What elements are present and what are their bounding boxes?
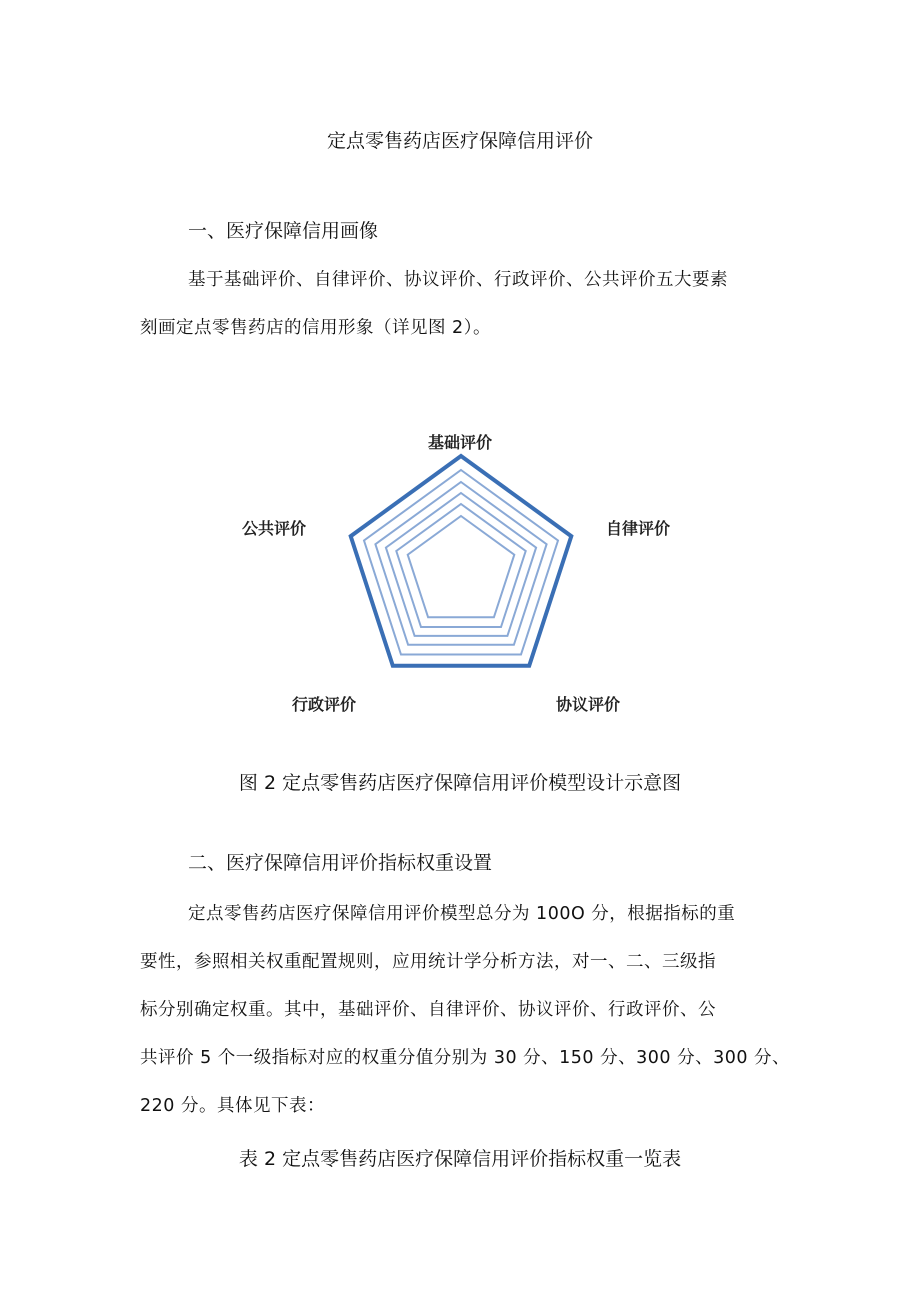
figure-label-agreement: 协议评价 <box>556 695 621 714</box>
section-2-heading: 二、医疗保障信用评价指标权重设置 <box>188 852 493 874</box>
figure-label-self-discipline: 自律评价 <box>606 519 671 538</box>
figure-label-administrative: 行政评价 <box>292 695 357 714</box>
figure-label-public: 公共评价 <box>242 519 307 538</box>
section-1-paragraph-line-1: 基于基础评价、自律评价、协议评价、行政评价、公共评价五大要素 <box>188 270 728 290</box>
pentagon-ring-5 <box>396 504 525 627</box>
section-2-paragraph-line-3: 标分别确定权重。其中，基础评价、自律评价、协议评价、行政评价、公 <box>140 1000 716 1020</box>
section-1-paragraph-line-2: 刻画定点零售药店的信用形象（详见图 2）。 <box>140 318 491 338</box>
section-1-heading: 一、医疗保障信用画像 <box>188 220 379 242</box>
pentagon-ring-1 <box>351 456 572 666</box>
section-2-paragraph-line-1: 定点零售药店医疗保障信用评价模型总分为 100O 分，根据指标的重 <box>188 904 736 924</box>
figure-caption: 图 2 定点零售药店医疗保障信用评价模型设计示意图 <box>238 772 682 794</box>
section-2-paragraph-line-5: 220 分。具体见下表： <box>140 1096 325 1116</box>
table-caption: 表 2 定点零售药店医疗保障信用评价指标权重一览表 <box>238 1148 682 1170</box>
section-2-paragraph-line-4: 共评价 5 个一级指标对应的权重分值分别为 30 分、150 分、300 分、300 分、 <box>140 1048 791 1068</box>
section-2-paragraph-line-2: 要性，参照相关权重配置规则，应用统计学分析方法，对一、二、三级指 <box>140 952 716 972</box>
pentagon-ring-4 <box>386 493 536 636</box>
page-title: 定点零售药店医疗保障信用评价 <box>326 130 593 152</box>
figure-label-basic: 基础评价 <box>428 433 493 452</box>
